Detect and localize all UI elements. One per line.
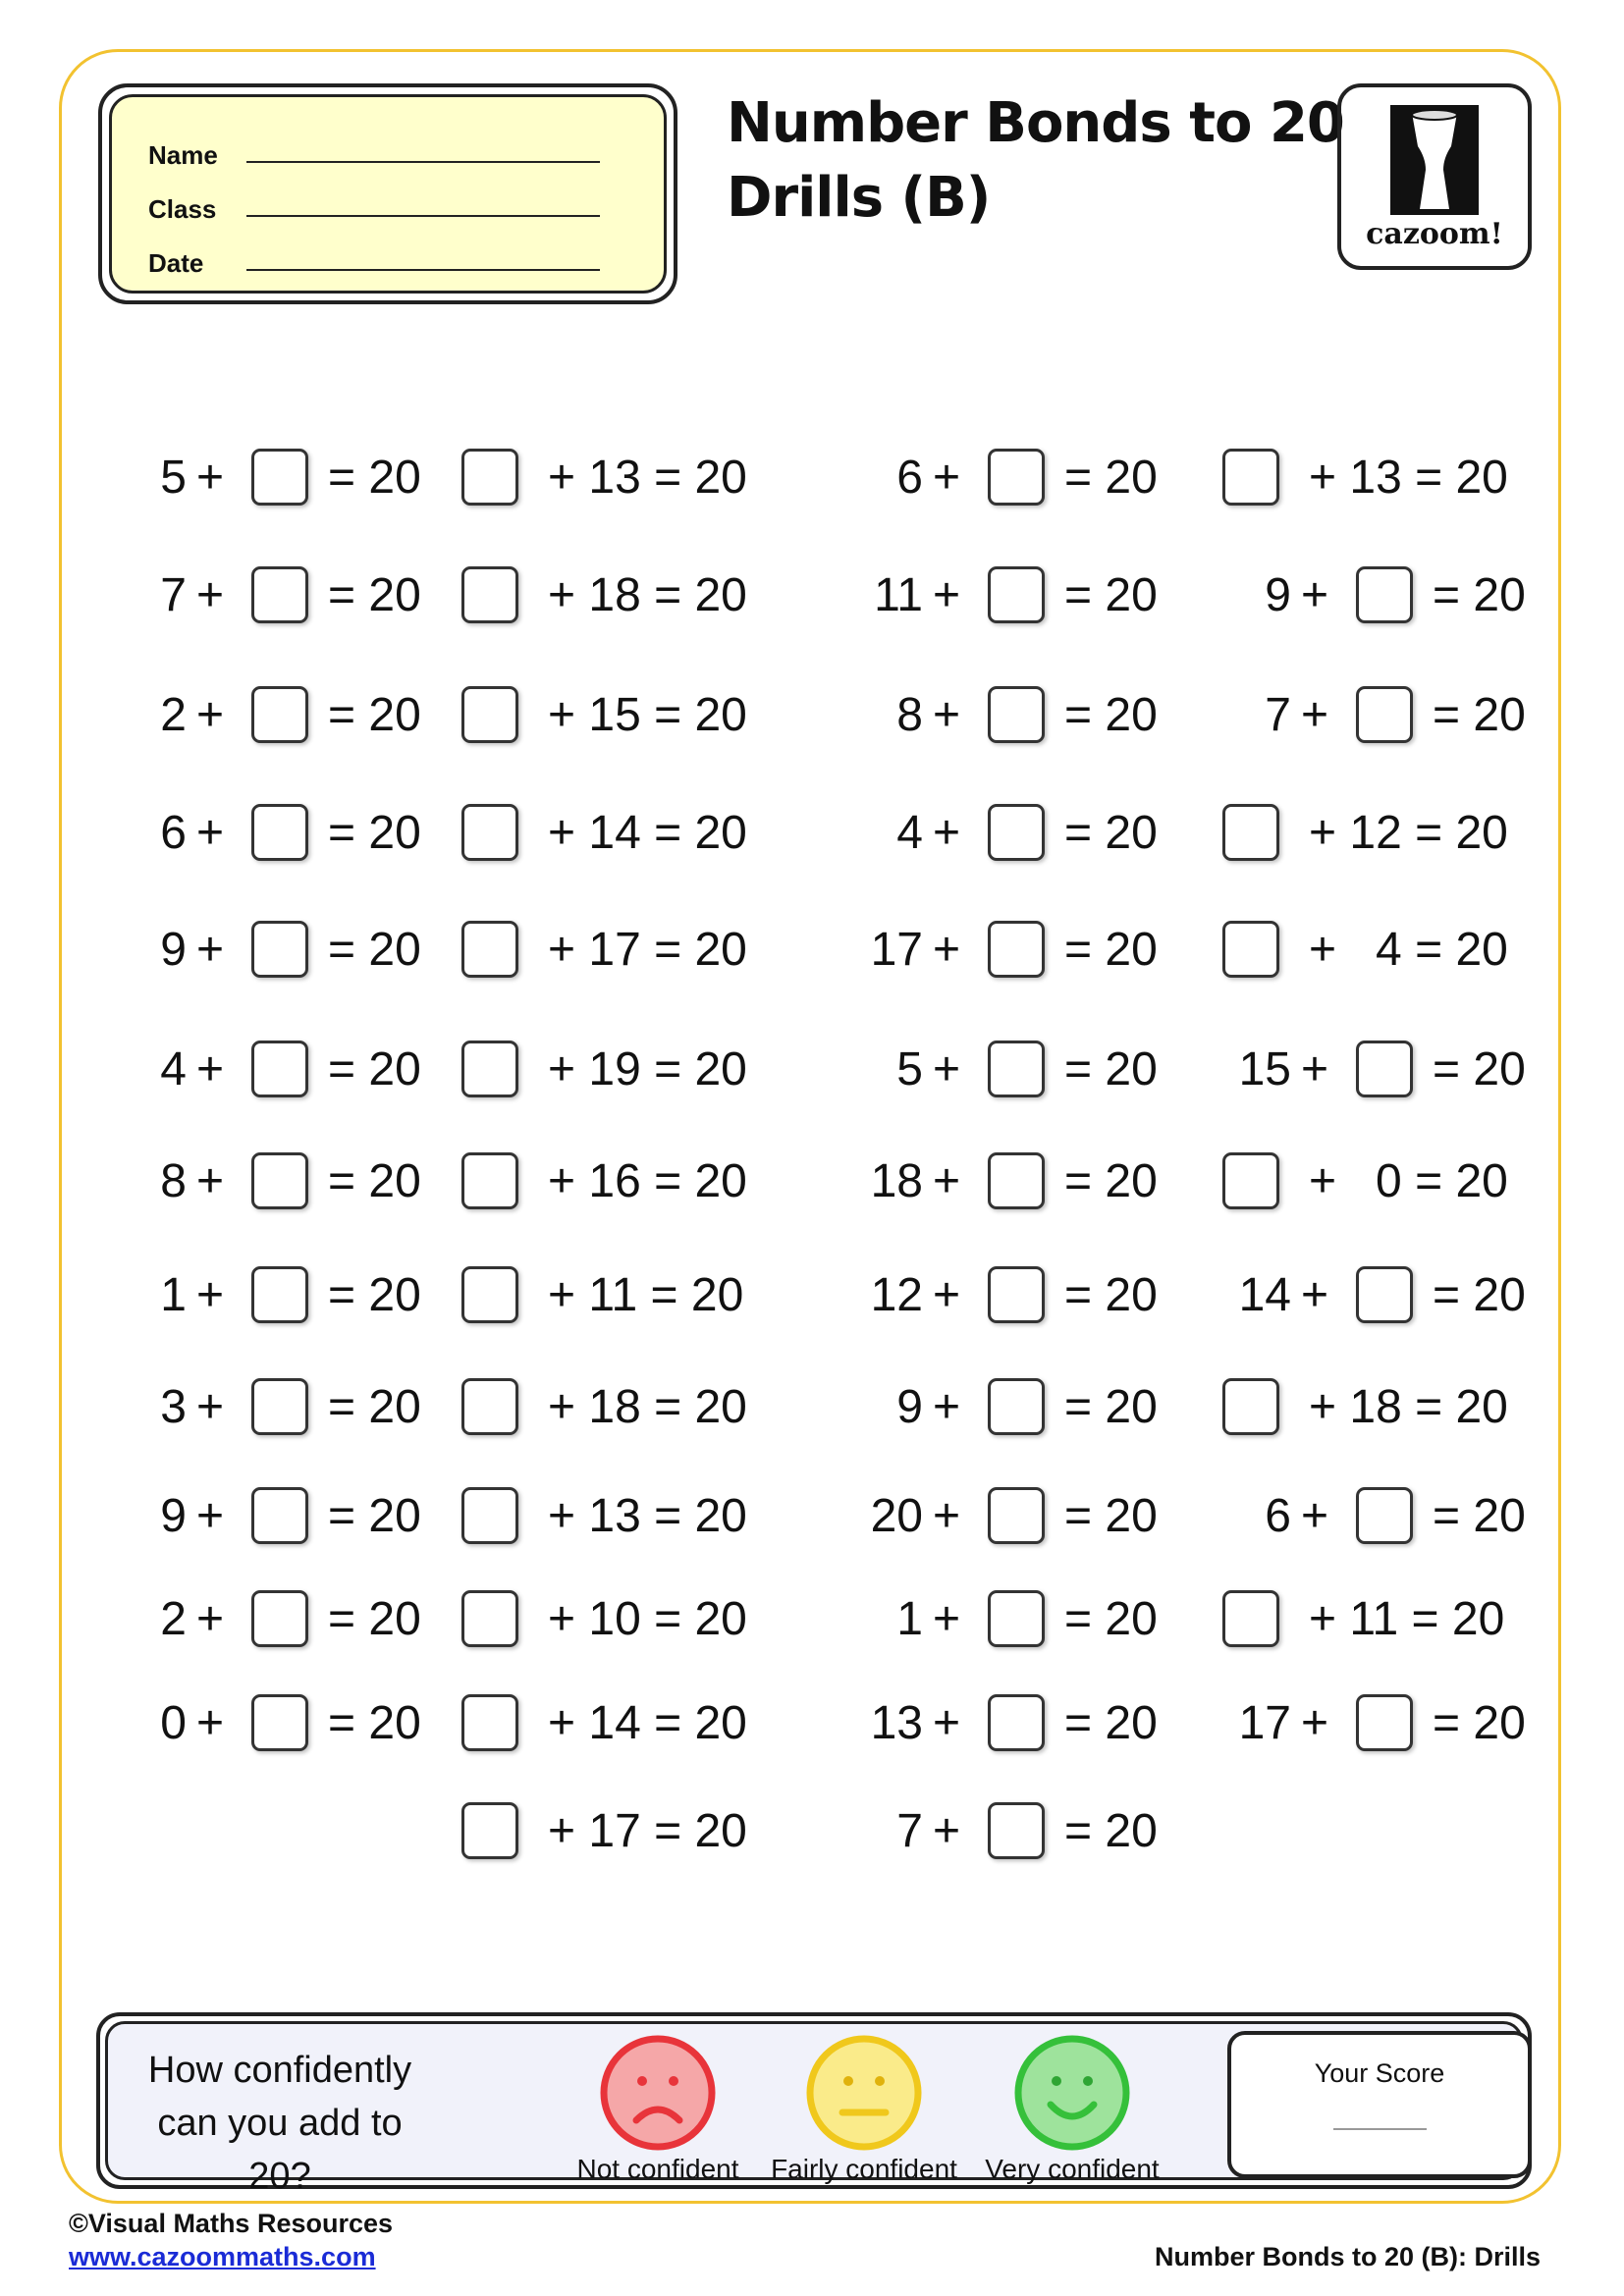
page-border (59, 49, 1561, 2204)
question (108, 1485, 421, 1546)
equation-rest: + 17 = 20 (548, 923, 747, 976)
answer-box[interactable] (251, 1266, 308, 1323)
equation-rest: + 11 = 20 (548, 1268, 744, 1321)
title-line-1: Number Bonds to 20 (727, 91, 1344, 155)
equation-rest: + 0 = 20 (1309, 1154, 1508, 1207)
plus-sign: + (933, 1268, 961, 1321)
plus-sign: + (933, 806, 961, 859)
question (108, 1692, 421, 1753)
website-link[interactable]: www.cazoommaths.com (69, 2242, 376, 2271)
question (461, 1800, 747, 1861)
addend: 9 (160, 923, 187, 976)
page-title (727, 86, 1344, 236)
answer-box[interactable] (1356, 566, 1413, 623)
addend: 7 (1265, 688, 1291, 741)
answer-box[interactable] (251, 566, 308, 623)
question (461, 1150, 747, 1211)
answer-box[interactable] (461, 1378, 518, 1435)
answer-box[interactable] (461, 804, 518, 861)
equals-total: = 20 (1064, 923, 1158, 976)
answer-box[interactable] (251, 921, 308, 978)
equation-rest: + 18 = 20 (548, 1380, 747, 1433)
question (461, 1692, 747, 1753)
plus-sign: + (196, 1042, 225, 1095)
plus-sign: + (196, 806, 225, 859)
footer-left (69, 2207, 393, 2273)
plus-sign: + (196, 688, 225, 741)
equals-total: = 20 (1433, 568, 1526, 621)
question (844, 1150, 1158, 1211)
cazoom-logo (1337, 83, 1532, 270)
plus-sign: + (196, 923, 225, 976)
equals-total: = 20 (328, 923, 421, 976)
equals-total: = 20 (1064, 1042, 1158, 1095)
answer-box[interactable] (461, 686, 518, 743)
plus-sign: + (1301, 1268, 1329, 1321)
answer-box[interactable] (461, 1152, 518, 1209)
addend: 13 (870, 1696, 923, 1749)
plus-sign: + (933, 1380, 961, 1433)
answer-box[interactable] (251, 449, 308, 506)
answer-box[interactable] (988, 566, 1045, 623)
answer-box[interactable] (988, 686, 1045, 743)
plus-sign: + (196, 1154, 225, 1207)
question (844, 1800, 1158, 1861)
question (461, 1376, 747, 1437)
equals-total: = 20 (1064, 688, 1158, 741)
question (1213, 1485, 1526, 1546)
neutral-face-icon[interactable] (805, 2034, 923, 2152)
plus-sign: + (933, 923, 961, 976)
addend: 18 (870, 1154, 923, 1207)
equals-total: = 20 (1064, 1268, 1158, 1321)
logo-text: cazoom! (1366, 217, 1503, 251)
answer-box[interactable] (461, 1041, 518, 1097)
question (461, 802, 747, 863)
answer-box[interactable] (461, 449, 518, 506)
answer-box[interactable] (1222, 449, 1279, 506)
equals-total: = 20 (328, 806, 421, 859)
equation-rest: + 4 = 20 (1309, 923, 1508, 976)
plus-sign: + (933, 451, 961, 504)
fairly-confident-label: Fairly confident (771, 2154, 957, 2184)
question (844, 564, 1158, 625)
question (1222, 1376, 1508, 1437)
equals-total: = 20 (1064, 1696, 1158, 1749)
copyright-text: ©Visual Maths Resources (69, 2209, 394, 2238)
equals-total: = 20 (1064, 568, 1158, 621)
question (844, 1376, 1158, 1437)
plus-sign: + (933, 568, 961, 621)
addend: 15 (1238, 1042, 1291, 1095)
equation-rest: + 19 = 20 (548, 1042, 747, 1095)
question (1213, 564, 1526, 625)
plus-sign: + (196, 1489, 225, 1542)
addend: 12 (870, 1268, 923, 1321)
answer-box[interactable] (988, 1694, 1045, 1751)
question (844, 802, 1158, 863)
student-info-box (98, 83, 677, 304)
equals-total: = 20 (328, 1042, 421, 1095)
addend: 3 (160, 1380, 187, 1433)
addend: 7 (896, 1804, 923, 1857)
addend: 9 (896, 1380, 923, 1433)
question (461, 684, 747, 745)
answer-box[interactable] (1222, 1378, 1279, 1435)
answer-box[interactable] (251, 686, 308, 743)
answer-box[interactable] (251, 1590, 308, 1647)
question (108, 1039, 421, 1099)
date-label: Date (148, 248, 204, 278)
answer-box[interactable] (1356, 686, 1413, 743)
date-row (148, 225, 664, 279)
equation-rest: + 16 = 20 (548, 1154, 747, 1207)
plus-sign: + (196, 568, 225, 621)
question (461, 1588, 747, 1649)
equals-total: = 20 (328, 1154, 421, 1207)
answer-box[interactable] (461, 566, 518, 623)
plus-sign: + (933, 688, 961, 741)
equation-rest: + 12 = 20 (1309, 806, 1508, 859)
answer-box[interactable] (1222, 1152, 1279, 1209)
equation-rest: + 11 = 20 (1309, 1592, 1505, 1645)
name-row (148, 117, 664, 171)
equation-rest: + 17 = 20 (548, 1804, 747, 1857)
question (461, 1264, 743, 1325)
plus-sign: + (1301, 1042, 1329, 1095)
addend: 6 (1265, 1489, 1291, 1542)
equals-total: = 20 (328, 1380, 421, 1433)
answer-box[interactable] (1356, 1694, 1413, 1751)
plus-sign: + (196, 451, 225, 504)
question (1213, 1264, 1526, 1325)
answer-box[interactable] (461, 1590, 518, 1647)
addend: 6 (160, 806, 187, 859)
plus-sign: + (933, 1154, 961, 1207)
equals-total: = 20 (1064, 1154, 1158, 1207)
confidence-question: How confidently can you add to 20? (147, 2050, 412, 2197)
equation-rest: + 14 = 20 (548, 1696, 747, 1749)
addend: 2 (160, 1592, 187, 1645)
plus-sign: + (196, 1268, 225, 1321)
equals-total: = 20 (328, 1268, 421, 1321)
addend: 14 (1238, 1268, 1291, 1321)
document-title-footer: Number Bonds to 20 (B): Drills (1154, 2242, 1541, 2271)
question (844, 1264, 1158, 1325)
equals-total: = 20 (328, 1489, 421, 1542)
answer-box[interactable] (1222, 921, 1279, 978)
equals-total: = 20 (1433, 1489, 1526, 1542)
question (844, 447, 1158, 507)
question (461, 564, 747, 625)
addend: 2 (160, 688, 187, 741)
drum-icon (1390, 105, 1479, 215)
answer-box[interactable] (461, 921, 518, 978)
answer-box[interactable] (461, 1266, 518, 1323)
answer-box[interactable] (988, 1487, 1045, 1544)
score-label: Your Score (1314, 2058, 1445, 2088)
question (844, 1692, 1158, 1753)
equation-rest: + 18 = 20 (548, 568, 747, 621)
answer-box[interactable] (988, 1590, 1045, 1647)
question (108, 802, 421, 863)
equals-total: = 20 (1433, 688, 1526, 741)
question (108, 684, 421, 745)
addend: 4 (896, 806, 923, 859)
name-field[interactable] (246, 132, 600, 163)
equals-total: = 20 (1433, 1268, 1526, 1321)
question (108, 447, 421, 507)
addend: 4 (160, 1042, 187, 1095)
question (108, 564, 421, 625)
plus-sign: + (1301, 568, 1329, 621)
question (1222, 1588, 1504, 1649)
answer-box[interactable] (461, 1694, 518, 1751)
equals-total: = 20 (328, 1696, 421, 1749)
plus-sign: + (1301, 688, 1329, 741)
question (108, 919, 421, 980)
answer-box[interactable] (251, 804, 308, 861)
answer-box[interactable] (251, 1152, 308, 1209)
equation-rest: + 10 = 20 (548, 1592, 747, 1645)
question (108, 1264, 421, 1325)
addend: 1 (160, 1268, 187, 1321)
question (1213, 1039, 1526, 1099)
answer-box[interactable] (988, 921, 1045, 978)
plus-sign: + (933, 1804, 961, 1857)
equals-total: = 20 (1064, 1804, 1158, 1857)
question (108, 1588, 421, 1649)
answer-box[interactable] (1222, 1590, 1279, 1647)
equation-rest: + 14 = 20 (548, 806, 747, 859)
question (461, 447, 747, 507)
plus-sign: + (196, 1592, 225, 1645)
answer-box[interactable] (461, 1802, 518, 1859)
equals-total: = 20 (328, 451, 421, 504)
equals-total: = 20 (1064, 451, 1158, 504)
addend: 6 (896, 451, 923, 504)
addend: 8 (160, 1154, 187, 1207)
answer-box[interactable] (251, 1378, 308, 1435)
equals-total: = 20 (328, 568, 421, 621)
question (1213, 1692, 1526, 1753)
question (108, 1376, 421, 1437)
question (1222, 919, 1508, 980)
class-field[interactable] (246, 186, 600, 217)
happy-face-icon[interactable] (1013, 2034, 1131, 2152)
plus-sign: + (933, 1696, 961, 1749)
question (844, 684, 1158, 745)
very-confident-label: Very confident (985, 2154, 1160, 2184)
answer-box[interactable] (251, 1487, 308, 1544)
question (461, 1039, 747, 1099)
equals-total: = 20 (1433, 1696, 1526, 1749)
plus-sign: + (196, 1380, 225, 1433)
plus-sign: + (933, 1042, 961, 1095)
plus-sign: + (1301, 1696, 1329, 1749)
equation-rest: + 18 = 20 (1309, 1380, 1508, 1433)
question (461, 1485, 747, 1546)
question (844, 919, 1158, 980)
question (1222, 447, 1508, 507)
question (461, 919, 747, 980)
answer-box[interactable] (251, 1694, 308, 1751)
not-confident-label: Not confident (576, 2154, 739, 2184)
answer-box[interactable] (1356, 1266, 1413, 1323)
answer-box[interactable] (1356, 1487, 1413, 1544)
question (844, 1485, 1158, 1546)
question (1222, 802, 1508, 863)
question (844, 1039, 1158, 1099)
date-field[interactable] (246, 240, 600, 271)
addend: 1 (896, 1592, 923, 1645)
score-box (1227, 2031, 1532, 2178)
answer-box[interactable] (988, 449, 1045, 506)
answer-box[interactable] (988, 1802, 1045, 1859)
answer-box[interactable] (461, 1487, 518, 1544)
equation-rest: + 15 = 20 (548, 688, 747, 741)
answer-box[interactable] (988, 1266, 1045, 1323)
answer-box[interactable] (988, 804, 1045, 861)
class-label: Class (148, 194, 217, 224)
equals-total: = 20 (328, 1592, 421, 1645)
answer-box[interactable] (988, 1378, 1045, 1435)
equals-total: = 20 (328, 688, 421, 741)
question (1213, 684, 1526, 745)
addend: 8 (896, 688, 923, 741)
name-label: Name (148, 140, 218, 170)
plus-sign: + (1301, 1489, 1329, 1542)
question (844, 1588, 1158, 1649)
addend: 9 (160, 1489, 187, 1542)
answer-box[interactable] (251, 1041, 308, 1097)
addend: 0 (160, 1696, 187, 1749)
equals-total: = 20 (1064, 1489, 1158, 1542)
equals-total: = 20 (1433, 1042, 1526, 1095)
sad-face-icon[interactable] (599, 2034, 717, 2152)
equals-total: = 20 (1064, 1380, 1158, 1433)
confidence-panel (96, 2012, 1532, 2197)
equation-rest: + 13 = 20 (1309, 451, 1508, 504)
score-field[interactable] (1333, 2128, 1427, 2130)
addend: 11 (874, 568, 923, 621)
addend: 17 (870, 923, 923, 976)
equation-rest: + 13 = 20 (548, 1489, 747, 1542)
question (1222, 1150, 1508, 1211)
addend: 5 (160, 451, 187, 504)
plus-sign: + (196, 1696, 225, 1749)
addend: 7 (160, 568, 187, 621)
title-line-2: Drills (B) (727, 166, 991, 230)
answer-box[interactable] (988, 1041, 1045, 1097)
question (108, 1150, 421, 1211)
equation-rest: + 13 = 20 (548, 451, 747, 504)
answer-box[interactable] (1222, 804, 1279, 861)
addend: 5 (896, 1042, 923, 1095)
plus-sign: + (933, 1489, 961, 1542)
addend: 20 (870, 1489, 923, 1542)
addend: 17 (1238, 1696, 1291, 1749)
answer-box[interactable] (988, 1152, 1045, 1209)
class-row (148, 171, 664, 225)
equals-total: = 20 (1064, 1592, 1158, 1645)
plus-sign: + (933, 1592, 961, 1645)
answer-box[interactable] (1356, 1041, 1413, 1097)
addend: 9 (1265, 568, 1291, 621)
equals-total: = 20 (1064, 806, 1158, 859)
